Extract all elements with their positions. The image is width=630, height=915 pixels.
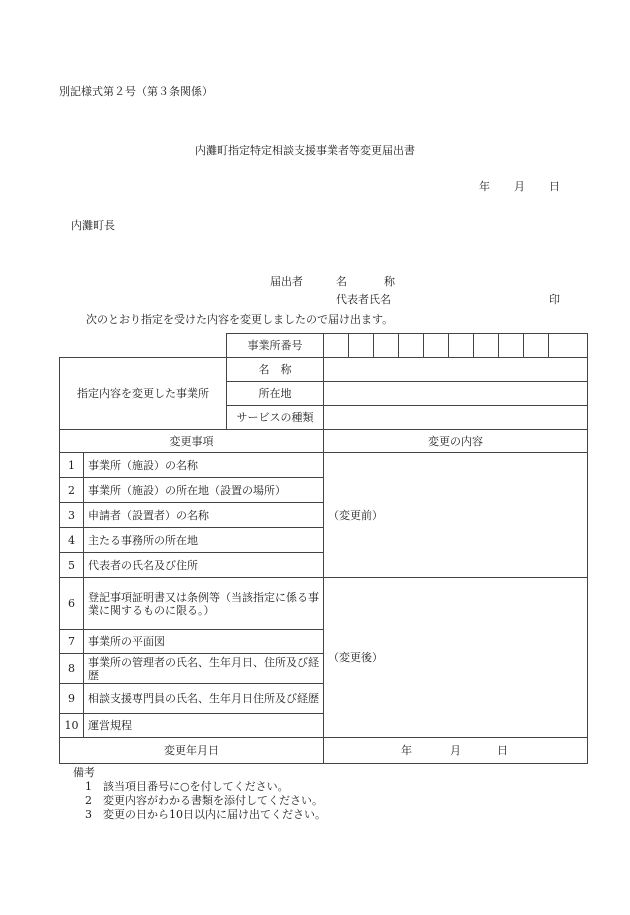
office-address-field[interactable] — [324, 382, 588, 406]
remarks-item-text: 該当項目番号に○を付してください。 — [103, 780, 289, 793]
remarks-item-no: 3 — [85, 808, 92, 821]
addressee: 内灘町長 — [71, 219, 115, 232]
change-date-month: 月 — [450, 744, 461, 757]
office-number-digit-8[interactable] — [499, 334, 524, 358]
change-item-no: 1 — [60, 453, 84, 478]
change-item-text: 代表者の氏名及び住所 — [84, 553, 324, 578]
change-item-row-6 — [60, 578, 588, 630]
before-change-field[interactable] — [324, 453, 588, 578]
change-item-no: 8 — [60, 654, 84, 684]
change-item-text: 事業所（施設）の所在地（設置の場所） — [84, 478, 324, 503]
change-item-text: 相談支援専門員の氏名、生年月日住所及び経歴 — [84, 684, 324, 714]
date-day-label: 日 — [549, 180, 560, 193]
remarks-item — [73, 808, 326, 822]
office-number-digit-4[interactable] — [399, 334, 424, 358]
change-notification-table — [59, 333, 588, 764]
office-name-row — [60, 358, 588, 382]
change-item-text: 事業所の平面図 — [84, 630, 324, 654]
after-change-field[interactable] — [324, 578, 588, 738]
remarks — [73, 766, 326, 822]
change-date-label: 変更年月日 — [60, 738, 324, 764]
remarks-item-no: 1 — [85, 780, 92, 793]
change-date-field[interactable] — [324, 738, 588, 764]
after-change-label: （変更後） — [328, 651, 383, 664]
change-item-no: 2 — [60, 478, 84, 503]
remarks-item-no: 2 — [85, 794, 92, 807]
office-number-digit-7[interactable] — [474, 334, 499, 358]
change-date-day: 日 — [497, 744, 508, 757]
office-number-digit-9[interactable] — [524, 334, 549, 358]
service-type-label: サービスの種類 — [227, 406, 324, 430]
before-change-label: （変更前） — [328, 508, 383, 522]
remarks-item-text: 変更内容がわかる書類を添付してください。 — [103, 794, 323, 807]
remarks-item — [73, 794, 326, 808]
office-name-label: 名 称 — [227, 358, 324, 382]
changed-office-label: 指定内容を変更した事業所 — [60, 358, 227, 430]
office-number-digit-2[interactable] — [349, 334, 374, 358]
change-item-no: 4 — [60, 528, 84, 553]
office-number-digit-5[interactable] — [424, 334, 449, 358]
service-type-field[interactable] — [324, 406, 588, 430]
applicant-label: 届出者 — [270, 275, 303, 288]
change-item-text: 申請者（設置者）の名称 — [84, 503, 324, 528]
change-contents-header: 変更の内容 — [324, 430, 588, 453]
office-address-label: 所在地 — [227, 382, 324, 406]
applicant-name-label-2: 称 — [384, 275, 395, 288]
changes-header-row — [60, 430, 588, 453]
date-year-label: 年 — [479, 180, 490, 193]
date-month-label: 月 — [514, 180, 525, 193]
change-item-no: 9 — [60, 684, 84, 714]
change-item-text: 運営規程 — [84, 714, 324, 738]
seal-label: 印 — [549, 293, 560, 306]
change-items-header: 変更事項 — [60, 430, 324, 453]
office-name-field[interactable] — [324, 358, 588, 382]
change-item-text: 登記事項証明書又は条例等（当該指定に係る事業に関するものに限る。） — [84, 578, 324, 630]
change-item-text: 主たる事務所の所在地 — [84, 528, 324, 553]
change-date-row — [60, 738, 588, 764]
document-title: 内灘町指定特定相談支援事業者等変更届出書 — [195, 144, 415, 157]
intro-text: 次のとおり指定を受けた内容を変更しましたので届け出ます。 — [86, 313, 394, 326]
remarks-item-text: 変更の日から10日以内に届け出てください。 — [103, 808, 326, 821]
office-number-digit-1[interactable] — [324, 334, 349, 358]
change-item-no: 3 — [60, 503, 84, 528]
change-item-no: 10 — [60, 714, 84, 738]
change-item-no: 5 — [60, 553, 84, 578]
change-item-no: 7 — [60, 630, 84, 654]
applicant-name-label-1: 名 — [336, 275, 347, 288]
office-number-label: 事業所番号 — [227, 334, 324, 358]
office-number-row — [60, 334, 588, 358]
office-number-digit-3[interactable] — [374, 334, 399, 358]
office-number-digit-10[interactable] — [549, 334, 588, 358]
change-item-no: 6 — [60, 578, 84, 630]
form-reference: 別記様式第２号（第３条関係） — [59, 85, 213, 98]
change-item-text: 事業所（施設）の名称 — [84, 453, 324, 478]
remarks-item — [73, 780, 326, 794]
change-date-year: 年 — [401, 744, 412, 757]
change-item-row-1 — [60, 453, 588, 478]
representative-name-label: 代表者氏名 — [336, 293, 391, 306]
change-item-text: 事業所の管理者の氏名、生年月日、住所及び経歴 — [84, 654, 324, 684]
office-number-digit-6[interactable] — [449, 334, 474, 358]
remarks-title: 備考 — [73, 766, 95, 779]
